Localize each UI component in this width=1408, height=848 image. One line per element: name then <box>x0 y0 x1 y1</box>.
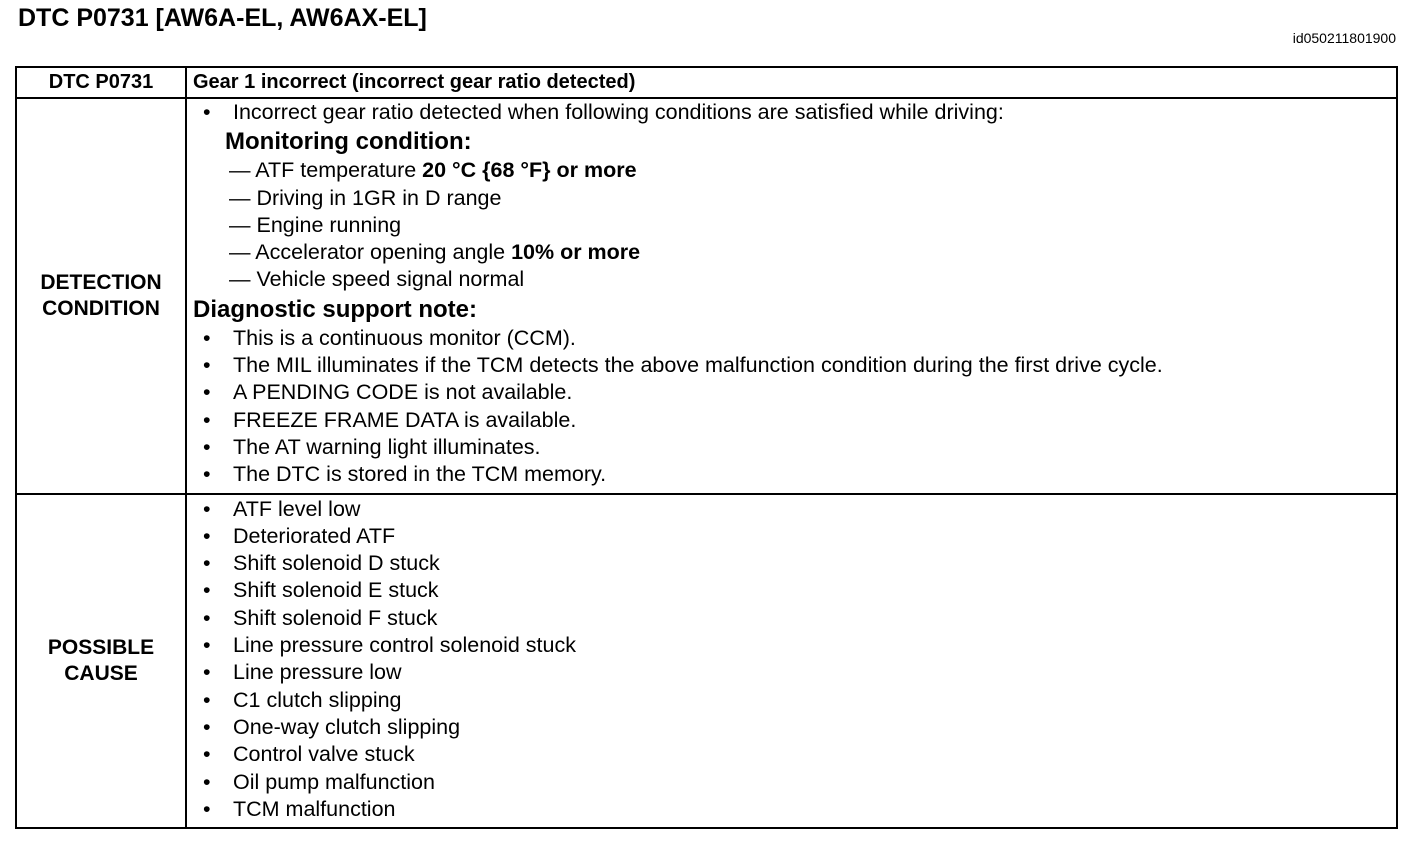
support-notes-list <box>193 325 1396 489</box>
detection-condition-content <box>186 98 1397 494</box>
support-note-item: • A PENDING CODE is not available. <box>193 379 1396 406</box>
monitoring-condition-text: — ATF temperature <box>229 158 423 183</box>
document-id: id050211801900 <box>1292 30 1396 46</box>
detection-condition-row <box>16 98 1397 494</box>
monitoring-condition-text: — Accelerator opening angle <box>229 240 512 265</box>
monitoring-condition-item <box>193 266 1396 293</box>
page-title: DTC P0731 [AW6A-EL, AW6AX-EL] <box>18 4 427 32</box>
possible-cause-item: • Shift solenoid D stuck <box>193 550 1396 577</box>
possible-cause-item: • TCM malfunction <box>193 796 1396 823</box>
support-note-item: • The AT warning light illuminates. <box>193 434 1396 461</box>
monitoring-heading: Monitoring condition: <box>225 128 472 156</box>
monitoring-condition-threshold: 10% or more <box>511 240 641 265</box>
possible-cause-item: • C1 clutch slipping <box>193 687 1396 714</box>
support-note-item: • The MIL illuminates if the TCM detects the above malfunction condition during the first drive cycle. <box>193 352 1396 379</box>
support-note-item: • The DTC is stored in the TCM memory. <box>193 461 1396 488</box>
monitoring-condition-text: — Engine running <box>229 212 402 237</box>
monitoring-condition-item <box>193 239 1396 266</box>
monitoring-list <box>193 157 1396 293</box>
detection-label-line2: CONDITION <box>42 296 160 320</box>
cause-label-line2: CAUSE <box>64 661 138 685</box>
dtc-table <box>15 66 1398 829</box>
monitoring-condition-item <box>193 212 1396 239</box>
dtc-description-cell: Gear 1 incorrect (incorrect gear ratio detected) <box>186 67 1397 98</box>
possible-cause-item: • Shift solenoid F stuck <box>193 605 1396 632</box>
monitoring-condition-item <box>193 157 1396 184</box>
possible-cause-item: • ATF level low <box>193 496 1396 523</box>
cause-label-line1: POSSIBLE <box>47 635 155 659</box>
monitoring-condition-text: — Driving in 1GR in D range <box>229 185 502 210</box>
possible-cause-item: • Shift solenoid E stuck <box>193 577 1396 604</box>
possible-cause-content <box>186 494 1397 829</box>
possible-cause-item: • One-way clutch slipping <box>193 714 1396 741</box>
monitoring-condition-threshold: 20 °C {68 °F} or more <box>422 158 637 183</box>
support-note-item: • This is a continuous monitor (CCM). <box>193 325 1396 352</box>
dtc-code-cell: DTC P0731 <box>16 67 186 98</box>
detection-label-line1: DETECTION <box>40 270 162 294</box>
table-header-row <box>16 67 1397 98</box>
possible-cause-row <box>16 494 1397 829</box>
support-heading: Diagnostic support note: <box>193 295 477 323</box>
possible-cause-item: • Control valve stuck <box>193 741 1396 768</box>
detection-condition-label <box>16 98 186 494</box>
possible-cause-item: • Line pressure control solenoid stuck <box>193 632 1396 659</box>
possible-cause-list <box>187 495 1396 828</box>
detection-intro: • Incorrect gear ratio detected when following conditions are satisfied while driving: <box>193 99 1396 126</box>
monitoring-condition-text: — Vehicle speed signal normal <box>229 267 525 292</box>
possible-cause-item: • Deteriorated ATF <box>193 523 1396 550</box>
possible-cause-item: • Line pressure low <box>193 659 1396 686</box>
support-note-item: • FREEZE FRAME DATA is available. <box>193 407 1396 434</box>
possible-cause-label <box>16 494 186 829</box>
monitoring-condition-item <box>193 185 1396 212</box>
possible-cause-item: • Oil pump malfunction <box>193 769 1396 796</box>
